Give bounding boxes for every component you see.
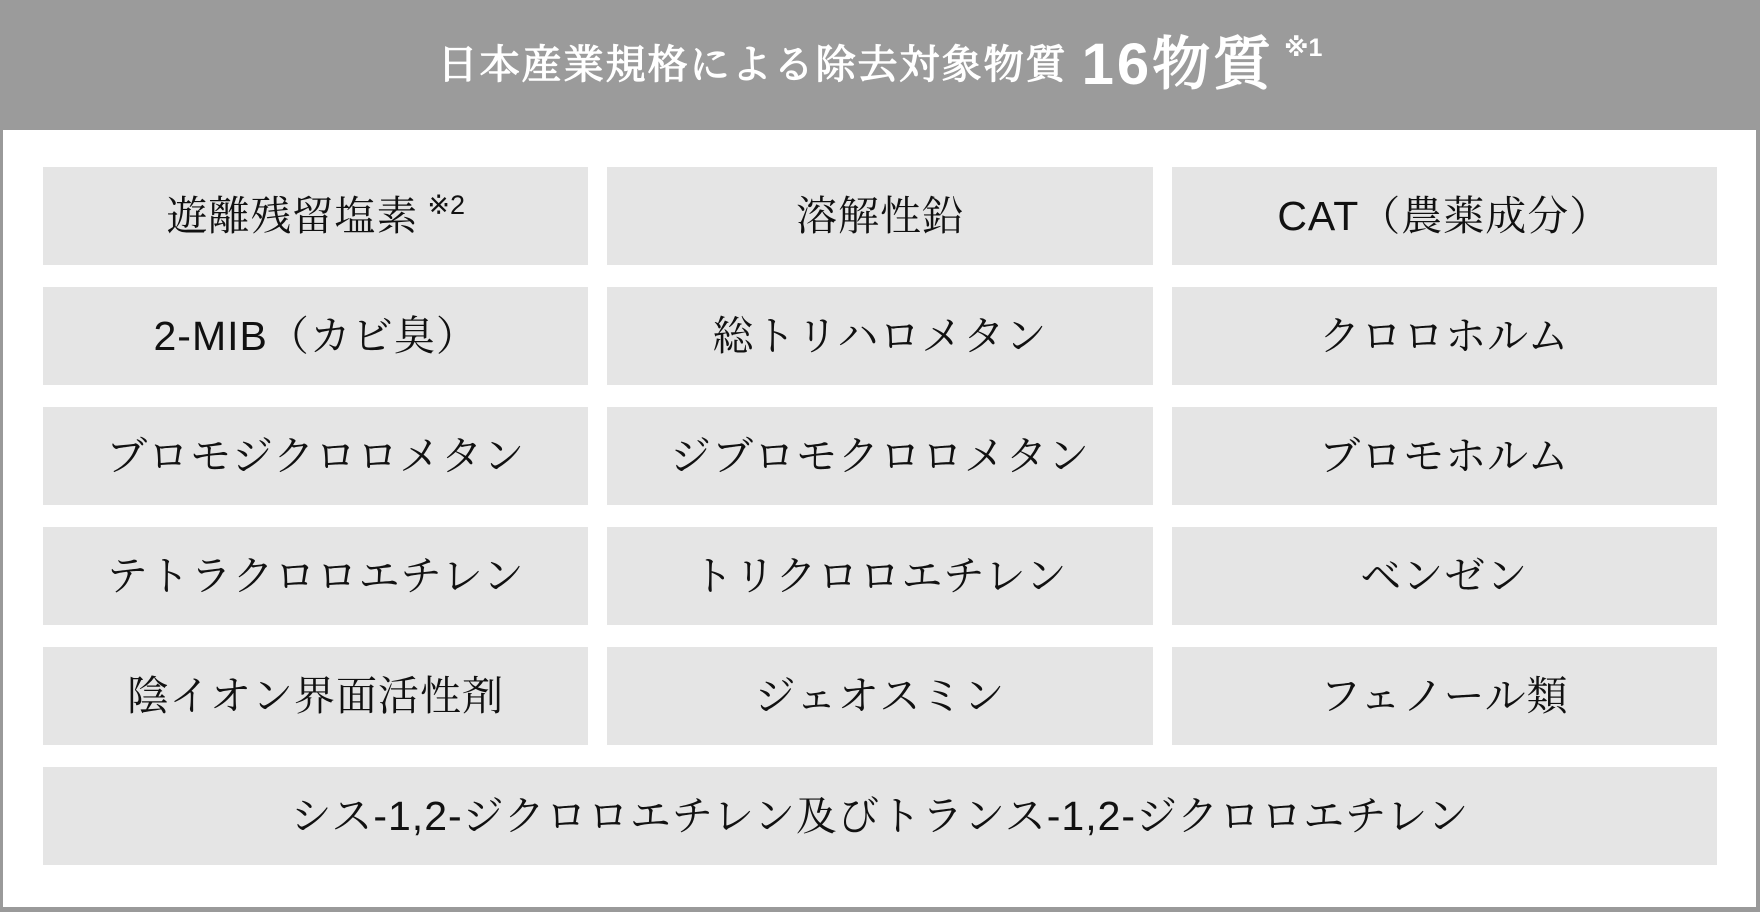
substance-label: 総トリハロメタン <box>712 312 1048 359</box>
substance-cell-anionic-surfactant <box>43 647 588 745</box>
substance-label: ジブロモクロロメタン <box>669 432 1090 479</box>
substance-cell-bromoform <box>1172 407 1717 505</box>
substance-cell-chloroform <box>1172 287 1717 385</box>
title-footnote-marker: ※1 <box>1284 33 1323 62</box>
panel-body <box>0 130 1760 912</box>
substance-cell-phenols <box>1172 647 1717 745</box>
substance-cell-benzene <box>1172 527 1717 625</box>
substance-cell-tetrachloroethylene <box>43 527 588 625</box>
cell-footnote-marker: ※2 <box>427 189 465 220</box>
substance-cell-bromodichloromethane <box>43 407 588 505</box>
panel-title <box>437 32 1323 97</box>
substance-label: テトラクロロエチレン <box>106 552 525 599</box>
substance-cell-geosmin <box>607 647 1152 745</box>
substance-label: トリクロロエチレン <box>692 552 1068 599</box>
substance-label: 溶解性鉛 <box>795 192 964 239</box>
substance-label: CAT（農薬成分） <box>1277 192 1612 239</box>
substance-label: クロロホルム <box>1319 312 1570 359</box>
substance-label: 遊離残留塩素 <box>166 192 419 239</box>
substance-label: ベンゼン <box>1360 552 1529 599</box>
substance-cell-cat <box>1172 167 1717 265</box>
substance-label: ブロモジクロロメタン <box>106 432 526 479</box>
substance-cell-free-residual-chlorine <box>43 167 588 265</box>
title-main-text: 日本産業規格による除去対象物質 <box>437 43 1068 87</box>
substance-label: フェノール類 <box>1319 672 1569 719</box>
panel-header <box>0 0 1760 130</box>
substance-cell-dibromochloromethane <box>607 407 1152 505</box>
substance-cell-trichloroethylene <box>607 527 1152 625</box>
substance-cell-2mib <box>43 287 588 385</box>
substance-label: 陰イオン界面活性剤 <box>127 672 505 719</box>
title-substance-count: 16物質 <box>1081 32 1275 97</box>
substance-cell-dichloroethylene <box>43 767 1717 865</box>
substance-grid <box>43 167 1717 870</box>
substance-label: 2-MIB（カビ臭） <box>153 312 478 359</box>
substance-label: ブロモホルム <box>1319 432 1570 479</box>
substance-cell-soluble-lead <box>607 167 1152 265</box>
substance-label: ジェオスミン <box>754 672 1006 719</box>
substance-label: シス-1,2-ジクロロエチレン及びトランス-1,2-ジクロロエチレン <box>290 792 1470 839</box>
substance-cell-total-trihalomethane <box>607 287 1152 385</box>
